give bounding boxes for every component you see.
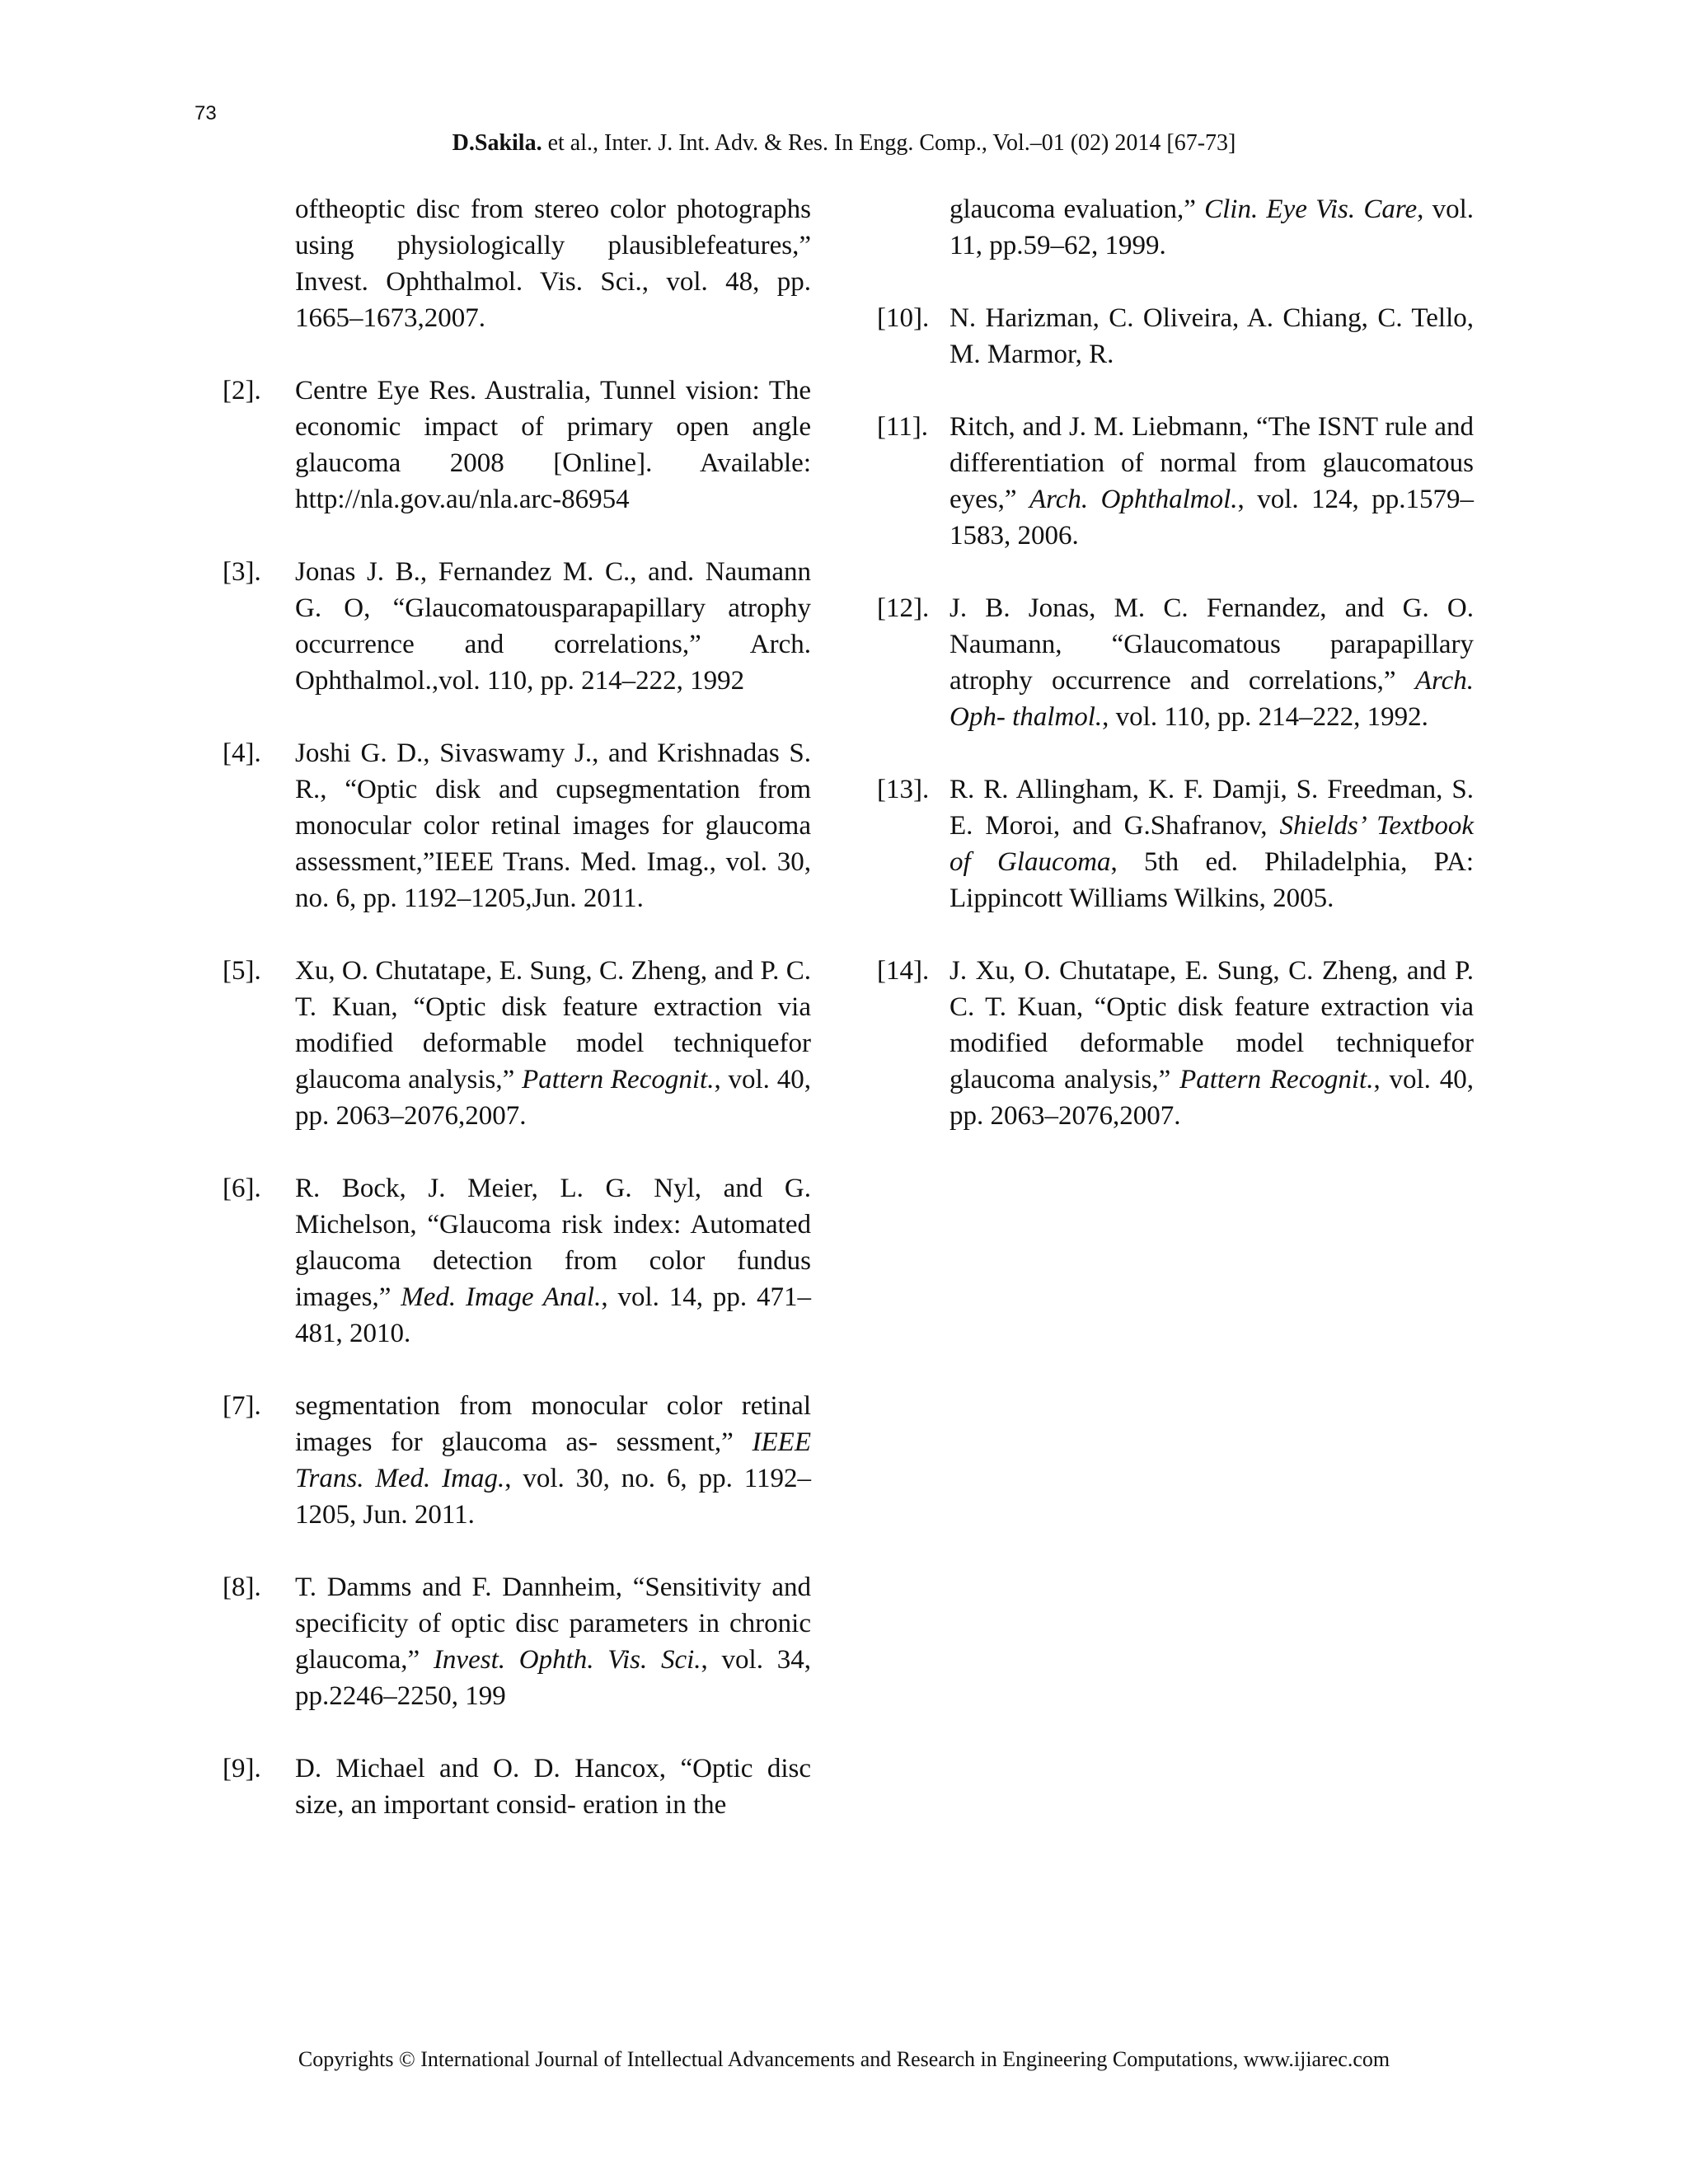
reference-number: [12]. [877, 593, 930, 623]
reference-item [877, 300, 1474, 373]
reference-item [223, 735, 811, 916]
header-citation: et al., Inter. J. Int. Adv. & Res. In Engg. Comp., Vol.–01 (02) 2014 [67-73] [542, 130, 1236, 156]
reference-source-title: Pattern Recognit. [1179, 1065, 1374, 1094]
reference-text [950, 194, 1474, 260]
reference-item [223, 191, 811, 336]
reference-item [223, 1170, 811, 1352]
reference-item [223, 1569, 811, 1714]
reference-source-title: Clin. Eye Vis. Care [1204, 194, 1418, 224]
reference-item [877, 953, 1474, 1134]
reference-text [950, 956, 1474, 1131]
reference-text-segment: Xu, O. Chutatape, E. Sung, C. Zheng, and P. C. T. Kuan, “Optic disk feature extraction via modified deformable model techniquefor glaucoma analysis,” [295, 956, 811, 1094]
reference-text-segment: , vol. 30, no. 6, pp. 1192–1205, Jun. 2011. [295, 1464, 811, 1530]
reference-text-segment: J. Xu, O. Chutatape, E. Sung, C. Zheng, and P. C. T. Kuan, “Optic disk feature extraction via modified deformable model techniquefor glaucoma analysis,” [950, 956, 1474, 1094]
reference-text-segment: Jonas J. B., Fernandez M. C., and. Naumann G. O, “Glaucomatousparapapillary atrophy occurrence and correlations,” Arch. Ophthalmol.,vol. 110, pp. 214–222, 1992 [295, 557, 811, 696]
reference-number: [3]. [223, 557, 261, 587]
reference-text-segment: , vol. 11, pp.59–62, 1999. [950, 194, 1474, 260]
reference-text [295, 956, 811, 1131]
reference-item [223, 373, 811, 518]
reference-text-segment: N. Harizman, C. Oliveira, A. Chiang, C. Tello, M. Marmor, R. [950, 303, 1474, 369]
reference-text [295, 557, 811, 696]
reference-text-segment: , vol. 40, pp. 2063–2076,2007. [950, 1065, 1474, 1131]
reference-text-segment: R. R. Allingham, K. F. Damji, S. Freedman, S. E. Moroi, and G.Shafranov, [950, 775, 1474, 841]
reference-number: [11]. [877, 412, 929, 442]
reference-item [877, 191, 1474, 264]
reference-item [877, 409, 1474, 554]
reference-number: [8]. [223, 1572, 261, 1602]
reference-text [295, 738, 811, 913]
reference-source-title: Med. Image Anal. [401, 1282, 602, 1312]
reference-number: [6]. [223, 1174, 261, 1203]
reference-text-segment: , vol. 124, pp.1579–1583, 2006. [950, 485, 1474, 551]
reference-text-segment: , vol. 34, pp.2246–2250, 199 [295, 1645, 811, 1711]
reference-number: [5]. [223, 956, 261, 986]
reference-number: [13]. [877, 775, 930, 804]
header-author: D.Sakila. [452, 130, 542, 156]
reference-source-title: Shields’ Textbook of Glaucoma [950, 811, 1475, 877]
reference-text-segment: T. Damms and F. Dannheim, “Sensitivity and specificity of optic disc parameters in chronic glaucoma,” [295, 1572, 811, 1675]
reference-number: [10]. [877, 303, 930, 333]
reference-text [295, 1754, 811, 1820]
reference-number: [2]. [223, 376, 261, 405]
reference-text [295, 194, 811, 333]
reference-text-segment: glaucoma evaluation,” [950, 194, 1205, 224]
reference-source-title: Arch. Oph- thalmol. [950, 666, 1474, 732]
reference-source-title: Arch. Ophthalmol. [1029, 485, 1238, 514]
reference-text [295, 1572, 811, 1711]
reference-text [295, 1174, 811, 1348]
reference-text-segment: D. Michael and O. D. Hancox, “Optic disc size, an important consid- eration in the [295, 1754, 811, 1820]
reference-item [223, 554, 811, 699]
reference-text [950, 303, 1474, 369]
reference-text [295, 376, 811, 514]
reference-text-segment: Joshi G. D., Sivaswamy J., and Krishnadas S. R., “Optic disk and cupsegmentation from monocular color retinal images for glaucoma assessment,”IEEE Trans. Med. Imag., vol. 30, no. 6, pp. 1192–1205,Jun. 2011. [295, 738, 811, 913]
reference-text-segment: , vol. 40, pp. 2063–2076,2007. [295, 1065, 811, 1131]
reference-source-title: Invest. Ophth. Vis. Sci. [433, 1645, 701, 1675]
reference-text-segment: , vol. 110, pp. 214–222, 1992. [1102, 702, 1428, 732]
reference-number: [9]. [223, 1754, 261, 1783]
reference-text [950, 593, 1474, 732]
reference-item [877, 590, 1474, 735]
reference-item [223, 1750, 811, 1823]
references-left-column [223, 191, 811, 1859]
page-number: 73 [195, 102, 217, 124]
reference-text-segment: , vol. 14, pp. 471–481, 2010. [295, 1282, 812, 1348]
reference-text [950, 775, 1474, 913]
reference-number: [4]. [223, 738, 261, 768]
reference-text-segment: Ritch, and J. M. Liebmann, “The ISNT rule and differentiation of normal from glaucomatous eyes,” [950, 412, 1474, 514]
reference-text-segment: segmentation from monocular color retinal images for glaucoma as- sessment,” [295, 1391, 811, 1457]
reference-text [295, 1391, 811, 1530]
reference-text-segment: Centre Eye Res. Australia, Tunnel vision: The economic impact of primary open angle glaucoma 2008 [Online]. Available: http://nla.gov.au/nla.arc-86954 [295, 376, 811, 514]
reference-text-segment: R. Bock, J. Meier, L. G. Nyl, and G. Michelson, “Glaucoma risk index: Automated glaucoma detection from color fundus images,” [295, 1174, 811, 1312]
reference-item [877, 771, 1474, 916]
reference-number: [7]. [223, 1391, 261, 1421]
reference-text [950, 412, 1474, 551]
running-header [0, 130, 1688, 157]
reference-text-segment: , 5th ed. Philadelphia, PA: Lippincott Williams Wilkins, 2005. [950, 847, 1474, 913]
reference-text-segment: oftheoptic disc from stereo color photographs using physiologically plausiblefeatures,” Invest. Ophthalmol. Vis. Sci., vol. 48, pp. 1665–1673,2007. [295, 194, 811, 333]
reference-text-segment: J. B. Jonas, M. C. Fernandez, and G. O. Naumann, “Glaucomatous parapapillary atrophy occurrence and correlations,” [950, 593, 1474, 696]
copyright-footer: Copyrights © International Journal of Intellectual Advancements and Research in Engineering Computations, www.ijiarec.com [298, 2047, 1390, 2071]
reference-item [223, 1388, 811, 1533]
reference-source-title: IEEE Trans. Med. Imag. [295, 1427, 811, 1493]
reference-number: [14]. [877, 956, 930, 986]
reference-source-title: Pattern Recognit. [522, 1065, 715, 1094]
reference-item [223, 953, 811, 1134]
references-right-column [877, 191, 1474, 1170]
